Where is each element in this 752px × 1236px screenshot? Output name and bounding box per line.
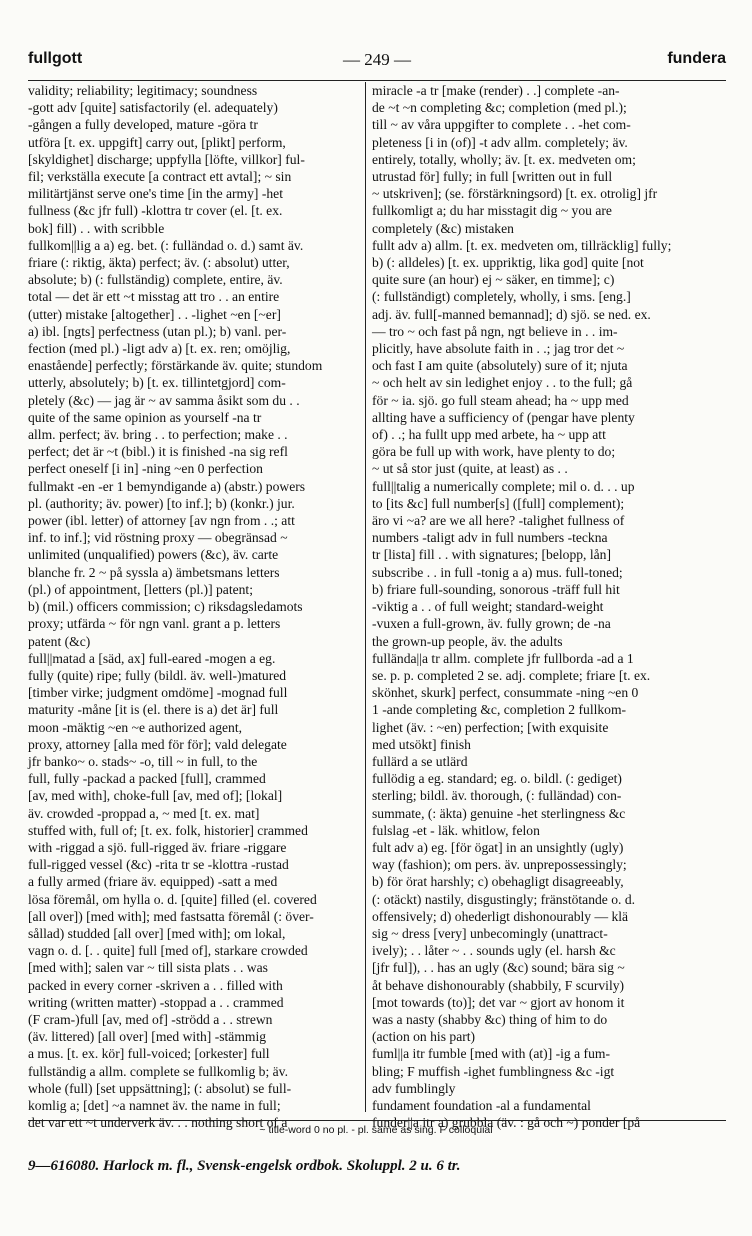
- entry-line: inf. to inf.]; vid röstning proxy — obegränsad ~: [28, 530, 288, 546]
- entry-line: [med with]; salen var ~ till sista plats . . was: [28, 960, 268, 976]
- abbreviation-legend: ~ title-word 0 no pl. - pl. same as sing. F colloquial: [259, 1124, 493, 1136]
- entry-line: validity; reliability; legitimacy; soundness: [28, 83, 258, 98]
- entry-line: göra be full up with work, have plenty to do;: [372, 444, 616, 460]
- entry-line: [skyldighet] discharge; uppfylla [löfte, villkor] ful-: [28, 151, 305, 167]
- entry-line: tr [lista] fill . . with signatures; [belopp, lån]: [372, 547, 611, 563]
- entry-line: b) (mil.) officers commission; c) riksdagsledamots: [28, 599, 303, 615]
- entry-line: bok] fill) . . with scribble: [28, 220, 165, 236]
- entry-line: (F cram-)full [av, med of] -strödd a . . strewn: [28, 1011, 273, 1027]
- entry-line: [av, med with], choke-full [av, med of]; [lokal]: [28, 788, 283, 804]
- left-column: [28, 82, 367, 1131]
- entry-line: fection (med pl.) -ligt adv a) [t. ex. ren; omöjlig,: [28, 341, 291, 357]
- entry-line: lösa föremål, om hylla o. d. [quite] filled (el. covered: [28, 891, 317, 907]
- entry-line: fullt adv a) allm. [t. ex. medveten om, tillräcklig] fully;: [372, 237, 672, 253]
- entry-line: plicitly, have absolute faith in . .; jag tror det ~: [372, 341, 625, 357]
- entry-line: numbers -taligt adv in full numbers -teckna: [372, 530, 608, 546]
- entry-line: proxy; utfärda ~ för ngn vanl. grant a p. letters: [28, 616, 281, 632]
- entry-line: perfect; det är ~t (bibl.) it is finished -na sig refl: [28, 444, 288, 460]
- entry-line: utrustad för] fully; in full [written out in full: [372, 169, 613, 185]
- entry-line: -vuxen a full-grown, äv. fully grown; de -na: [372, 616, 611, 632]
- entry-line: allting have a sufficiency of (pengar have plenty: [372, 409, 635, 425]
- entry-line: adv fumblingly: [372, 1080, 456, 1096]
- entry-line: quite sure (an hour) ej ~ säker, en timme]; c): [372, 272, 615, 288]
- entry-line: pl. (authority; äv. power) [to inf.]; b) (konkr.) jur.: [28, 495, 295, 511]
- right-column: [365, 82, 727, 1131]
- entry-line: — tro ~ och fast på ngn, ngt believe in . . im-: [372, 323, 618, 339]
- entry-line: sterling; bildl. äv. thorough, (: fulländad) con-: [372, 788, 622, 804]
- entry-line: perfect oneself [i in] -ning ~en 0 perfection: [28, 461, 263, 477]
- entry-line: (äv. littered) [all over] [med with] -stämmig: [28, 1029, 267, 1045]
- print-footer: 9—616080. Harlock m. fl., Svensk-engelsk ordbok. Skoluppl. 2 u. 6 tr.: [28, 1158, 461, 1174]
- entry-line: way (fashion); om pers. äv. unprepossessingly;: [372, 857, 627, 873]
- entry-line: fulslag -et - läk. whitlow, felon: [372, 822, 540, 838]
- entry-line: writing (written matter) -stoppad a . . crammed: [28, 994, 284, 1010]
- entry-line: 1 -ande completing &c, completion 2 fullkom-: [372, 702, 627, 718]
- entry-line: till ~ av våra uppgifter to complete . . -het com-: [372, 117, 631, 133]
- page-number: — 249 —: [343, 50, 411, 69]
- entry-line: och fast I am quite (absolutely) sure of it; njuta: [372, 358, 628, 374]
- entry-line: maturity -måne [it is (el. there is a) det är] full: [28, 702, 279, 718]
- entry-line: proxy, attorney [alla med för för]; vald delegate: [28, 736, 287, 752]
- entry-line: whole (full) [set uppsättning]; (: absolut) se full-: [28, 1080, 292, 1096]
- entry-line: with -riggad a sjö. full-rigged äv. friare -riggare: [28, 839, 287, 855]
- entry-line: (utter) mistake [altogether] . . -lighet ~en [~er]: [28, 306, 281, 322]
- header-right-guide-word: fundera: [667, 50, 726, 67]
- entry-line: [jfr ful]), . . has an ugly (&c) sound; bära sig ~: [372, 960, 625, 976]
- entry-line: -viktig a . . of full weight; standard-weight: [372, 599, 604, 615]
- header-left-guide-word: fullgott: [28, 50, 83, 67]
- entry-line: fult adv a) eg. [för ögat] in an unsightly (ugly): [372, 839, 624, 855]
- entry-line: sållad) studded [all over] [med with]; om lokal,: [28, 925, 286, 941]
- entry-line: full||matad a [säd, ax] full-eared -mogen a eg.: [28, 650, 276, 666]
- entry-line: utterly, absolutely; b) [t. ex. tillintetgjord] com-: [28, 375, 286, 391]
- footer-rule: [28, 1120, 726, 1121]
- entry-line: fuml||a itr fumble [med with (at)] -ig a fum-: [372, 1046, 610, 1062]
- entry-line: a fully armed (friare äv. equipped) -satt a med: [28, 874, 278, 890]
- entry-line: stuffed with, full of; [t. ex. folk, historier] crammed: [28, 822, 308, 838]
- entry-line: ~ utskriven]; (se. förstärkningsord) [t. ex. otrolig] jfr: [372, 186, 658, 202]
- entry-line: patent (&c): [28, 633, 91, 649]
- entry-line: completely (&c) mistaken: [372, 220, 514, 236]
- entry-line: skönhet, skurk] perfect, consummate -ning ~en 0: [372, 685, 639, 701]
- entry-line: de ~t ~n completing &c; completion (med pl.);: [372, 100, 627, 116]
- entry-line: absolute; b) (: fullständig) complete, entire, äv.: [28, 272, 283, 288]
- entry-line: pletely (&c) — jag är ~ av samma åsikt som du . .: [28, 392, 300, 408]
- entry-line: bling; F muffish -ighet fumblingness &c -igt: [372, 1063, 615, 1079]
- entry-line: was a nasty (shabby &c) thing of him to do: [372, 1011, 608, 1027]
- entry-line: quite of the same opinion as yourself -na tr: [28, 409, 262, 425]
- running-header: [28, 50, 726, 76]
- entry-line: fullända||a tr allm. complete jfr fullborda -ad a 1: [372, 650, 634, 666]
- entry-line: för ~ ia. sjö. go full steam ahead; ha ~ upp med: [372, 392, 629, 408]
- entry-line: jfr banko~ o. stads~ -o, till ~ in full, to the: [28, 753, 258, 769]
- entry-line: unlimited (unqualified) powers (&c), äv. carte: [28, 547, 279, 563]
- entry-line: full, fully -packad a packed [full], crammed: [28, 771, 266, 787]
- entry-line: fully (quite) ripe; fully (bildl. äv. well-)matured: [28, 667, 287, 683]
- entry-line: militärtjänst serve one's time [in the army] -het: [28, 186, 283, 202]
- entry-line: funder||a itr a) grubbla (äv. : gå och ~) ponder [på: [372, 1115, 641, 1131]
- entry-line: ~ och helt av sin ledighet enjoy . . to the full; gå: [372, 375, 633, 391]
- entry-line: fil; verkställa execute [a contract ett avtal]; ~ sin: [28, 169, 292, 185]
- entry-line: entirely, totally, wholly; äv. [t. ex. medveten om;: [372, 151, 636, 167]
- entry-line: to [its &c] full number[s] ([full] complement);: [372, 495, 625, 511]
- entry-line: full-rigged vessel (&c) -rita tr se -klottra -rustad: [28, 857, 289, 873]
- entry-line: subscribe . . in full -tonig a a) mus. full-toned;: [372, 564, 623, 580]
- entry-line: ively); . . låter ~ . . sounds ugly (el. harsh &c: [372, 943, 616, 959]
- entry-line: enastående] perfectly; förstärkande äv. quite; stundom: [28, 358, 323, 374]
- entry-line: det var ett ~t underverk äv. . . nothing short of a: [28, 1115, 288, 1131]
- entry-line: [timber virke; judgment omdöme] -mognad full: [28, 685, 288, 701]
- entry-line: se. p. p. completed 2 se. adj. complete; friare [t. ex.: [372, 667, 651, 683]
- entry-line: fullmakt -en -er 1 bemyndigande a) (abstr.) powers: [28, 478, 306, 494]
- entry-line: b) friare full-sounding, sonorous -träff full hit: [372, 581, 620, 597]
- entry-line: fullkomligt a; du har misstagit dig ~ you are: [372, 203, 612, 219]
- entry-line: a mus. [t. ex. kör] full-voiced; [orkester] full: [28, 1046, 270, 1062]
- entry-line: åt behave dishonourably (shabbily, F scurvily): [372, 977, 625, 993]
- entry-line: summate, (: äkta) genuine -het sterlingness &c: [372, 805, 626, 821]
- entry-line: a) ibl. [ngts] perfectness (utan pl.); b) vanl. per-: [28, 323, 287, 339]
- entry-line: med utsökt] finish: [372, 736, 471, 752]
- entry-line: offensively; d) ohederligt dishonourably — klä: [372, 908, 629, 924]
- entry-line: the grown-up people, äv. the adults: [372, 633, 563, 649]
- entry-line: (pl.) of appointment, [letters (pl.)] patent;: [28, 581, 253, 597]
- entry-line: -gott adv [quite] satisfactorily (el. adequately): [28, 100, 278, 116]
- entry-line: full||talig a numerically complete; mil o. d. . . up: [372, 478, 635, 494]
- header-rule: [28, 80, 726, 81]
- entry-line: fundament foundation -al a fundamental: [372, 1097, 591, 1113]
- entry-line: b) för örat harshly; c) obehagligt disagreeably,: [372, 874, 624, 890]
- entry-line: [all over]) [med with]; med fastsatta föremål (: över-: [28, 908, 314, 924]
- entry-line: ~ ut så stor just (quite, at least) as . .: [372, 461, 568, 477]
- entry-line: utföra [t. ex. uppgift] carry out, [plikt] perform,: [28, 134, 286, 150]
- entry-line: -gången a fully developed, mature -göra tr: [28, 117, 258, 133]
- entry-line: (action on his part): [372, 1029, 476, 1045]
- entry-line: pleteness [i in (of)] -t adv allm. completely; äv.: [372, 134, 628, 150]
- entry-line: blanche fr. 2 ~ på sysslа a) ämbetsmans letters: [28, 564, 280, 580]
- entry-line: fullärd a se utlärd: [372, 753, 468, 769]
- entry-line: äro vi ~a? are we all here? -talighet fullness of: [372, 513, 625, 529]
- entry-line: friare (: riktig, äkta) perfect; äv. (: absolut) utter,: [28, 255, 290, 271]
- entry-line: adj. äv. full[-manned bemannad]; d) sjö. se ned. ex.: [372, 306, 651, 322]
- entry-line: lighet (äv. : ~en) perfection; [with exquisite: [372, 719, 609, 735]
- entry-line: äv. crowded -proppad a, ~ med [t. ex. mat]: [28, 805, 260, 821]
- entry-line: (: otäckt) nastily, disgustingly; fränstötande o. d.: [372, 891, 636, 907]
- entry-line: fullness (&c jfr full) -klottra tr cover (el. [t. ex.: [28, 203, 283, 219]
- entry-line: moon -mäktig ~en ~e authorized agent,: [28, 719, 243, 735]
- entry-line: vagn o. d. [. . quite] full [med of], starkare crowded: [28, 943, 308, 959]
- entry-line: b) (: alldeles) [t. ex. uppriktig, lika god] quite [not: [372, 255, 644, 271]
- entry-line: power (ibl. letter) of attorney [av ngn from . .; att: [28, 513, 295, 529]
- entry-line: fullständig a allm. complete se fullkomlig b; äv.: [28, 1063, 288, 1079]
- entry-line: komlig a; [det] ~a namnet äv. the name in full;: [28, 1097, 281, 1113]
- entry-line: of) . .; ha fullt upp med arbete, ha ~ upp att: [372, 427, 606, 443]
- entry-line: total — det är ett ~t misstag att tro . . an entire: [28, 289, 280, 305]
- entry-line: sig ~ dress [very] unbecomingly (unattract-: [372, 925, 608, 941]
- entry-line: [mot towards (to)]; det var ~ gjort av honom it: [372, 994, 625, 1010]
- entry-line: (: fullständigt) completely, wholly, i sms. [eng.]: [372, 289, 631, 305]
- entry-line: miracle -a tr [make (render) . .] complete -an-: [372, 83, 620, 98]
- entry-line: allm. perfect; äv. bring . . to perfection; make . .: [28, 427, 288, 443]
- entry-line: fullkom||lig a a) eg. bet. (: fulländad o. d.) samt äv.: [28, 237, 304, 253]
- entry-line: packed in every corner -skriven a . . filled with: [28, 977, 283, 993]
- entry-line: fullödig a eg. standard; eg. o. bildl. (: gediget): [372, 771, 622, 787]
